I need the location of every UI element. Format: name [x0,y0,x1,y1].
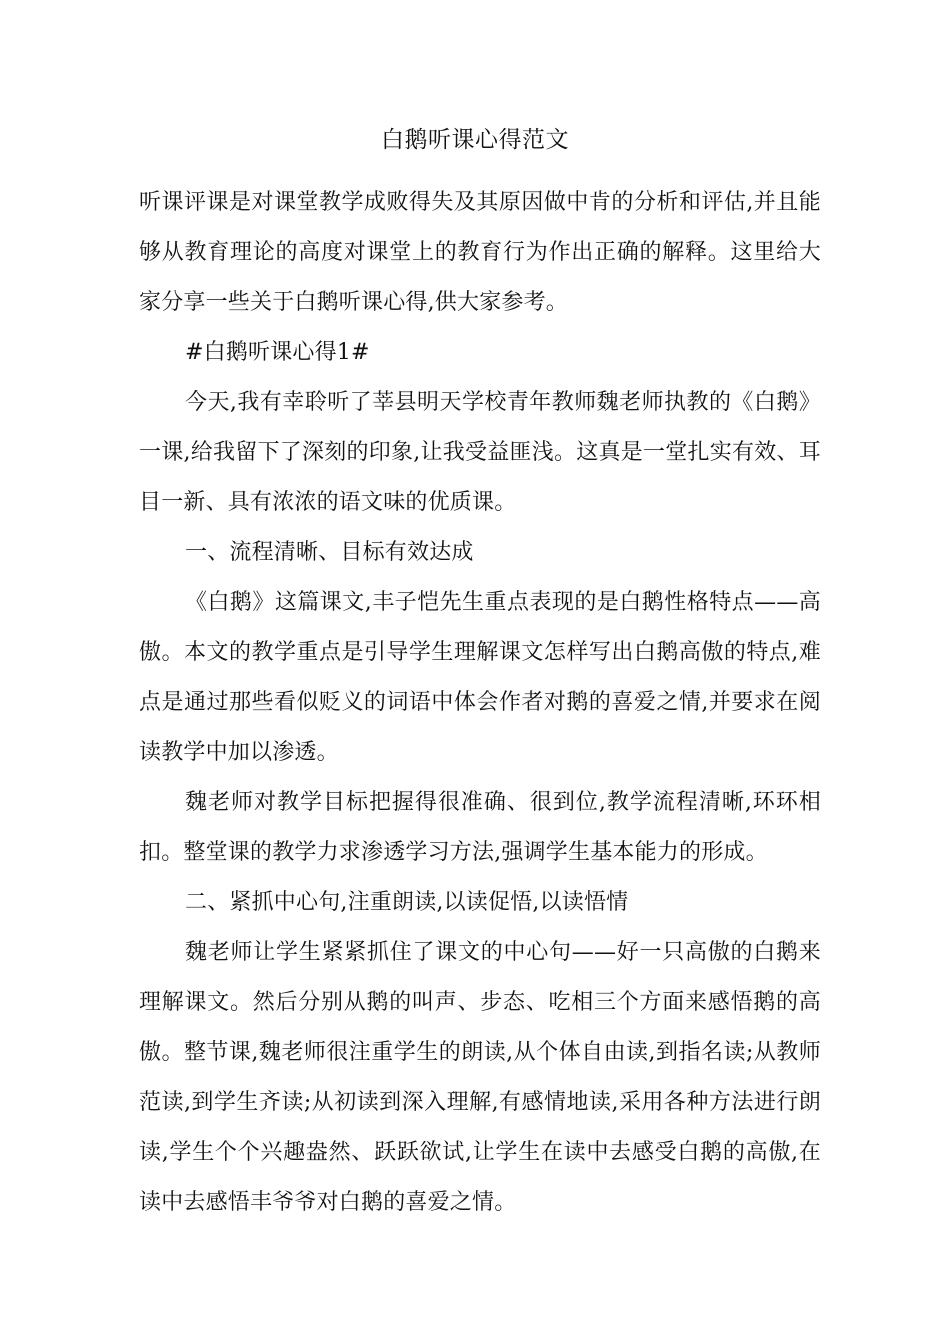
section-heading: 二、紧抓中心句,注重朗读,以读促悟,以读悟情 [185,890,629,915]
paragraph: 魏老师对教学目标把握得很准确、很到位,教学流程清晰,环环相扣。整堂课的教学力求渗透学习方法,强调学生基本能力的形成。 [139,790,821,865]
paragraph: 《白鹅》这篇课文,丰子恺先生重点表现的是白鹅性格特点——高傲。本文的教学重点是引导学生理解课文怎样写出白鹅高傲的特点,难点是通过那些看似贬义的词语中体会作者对鹅的喜爱之情,并要求在阅读教学中加以渗透。 [139,590,821,765]
section-heading: 一、流程清晰、目标有效达成 [185,540,474,565]
paragraph-heading-1: #白鹅听课心得1# [185,340,370,365]
paragraph: 魏老师让学生紧紧抓住了课文的中心句——好一只高傲的白鹅来理解课文。然后分别从鹅的叫声、步态、吃相三个方面来感悟鹅的高傲。整节课,魏老师很注重学生的朗读,从个体自由读,到指名读;从教师范读,到学生齐读;从初读到深入理解,有感情地读,采用各种方法进行朗读,学生个个兴趣盎然、跃跃欲试,让学生在读中去感受白鹅的高傲,在读中去感悟丰爷爷对白鹅的喜爱之情。 [139,940,821,1215]
document-body [139,178,821,1228]
paragraph: 今天,我有幸聆听了莘县明天学校青年教师魏老师执教的《白鹅》一课,给我留下了深刻的印象,让我受益匪浅。这真是一堂扎实有效、耳目一新、具有浓浓的语文味的优质课。 [139,390,821,515]
paragraph-intro: 听课评课是对课堂教学成败得失及其原因做中肯的分析和评估,并且能够从教育理论的高度对课堂上的教育行为作出正确的解释。这里给大家分享一些关于白鹅听课心得,供大家参考。 [139,190,821,315]
document-title: 白鹅听课心得范文 [381,127,569,153]
